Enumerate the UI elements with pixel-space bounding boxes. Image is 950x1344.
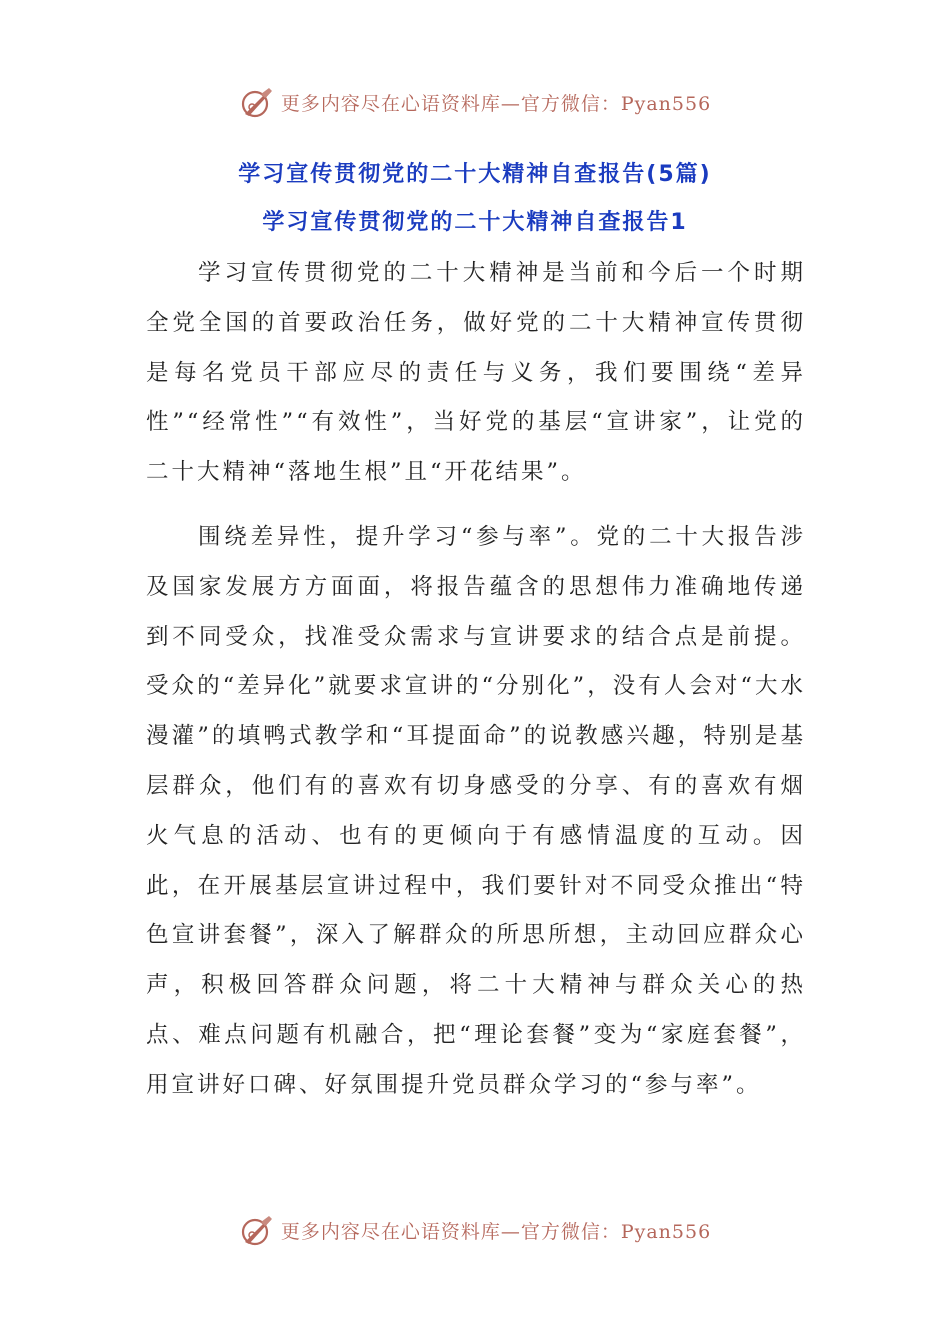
document-subtitle: 学习宣传贯彻党的二十大精神自查报告1: [262, 210, 688, 235]
document-title: 学习宣传贯彻党的二十大精神自查报告(5篇): [238, 162, 712, 187]
body-paragraph-2: 围绕差异性，提升学习“参与率”。党的二十大报告涉及国家发展方方面面，将报告蕴含的思想伟力准确地传递到不同受众，找准受众需求与宣讲要求的结合点是前提。受众的“差异化”就要求宣讲的“分别化”，没有人会对“大水漫灌”的填鸭式教学和“耳提面命”的说教感兴趣，特别是基层群众，他们有的喜欢有切身感受的分享、有的喜欢有烟火气息的活动、也有的更倾向于有感情温度的互动。因此，在开展基层宣讲过程中，我们要针对不同受众推出“特色宣讲套餐”，深入了解群众的所思所想，主动回应群众心声，积极回答群众问题，将二十大精神与群众关心的热点、难点问题有机融合，把“理论套餐”变为“家庭套餐”，用宣讲好口碑、好氛围提升党员群众学习的“参与率”。: [146, 524, 806, 1098]
header-banner-text: 更多内容尽在心语资料库—官方微信：Pyan556: [280, 92, 712, 115]
quill-logo-icon: [239, 1212, 275, 1248]
footer-banner-text: 更多内容尽在心语资料库—官方微信：Pyan556: [280, 1220, 712, 1243]
footer-banner: [0, 1210, 950, 1250]
body-paragraph-1: 学习宣传贯彻党的二十大精神是当前和今后一个时期全党全国的首要政治任务，做好党的二十大精神宣传贯彻是每名党员干部应尽的责任与义务，我们要围绕“差异性”“经常性”“有效性”，当好党的基层“宣讲家”，让党的二十大精神“落地生根”且“开花结果”。: [146, 260, 806, 486]
quill-logo-icon: [239, 84, 275, 120]
header-banner: [0, 82, 950, 122]
